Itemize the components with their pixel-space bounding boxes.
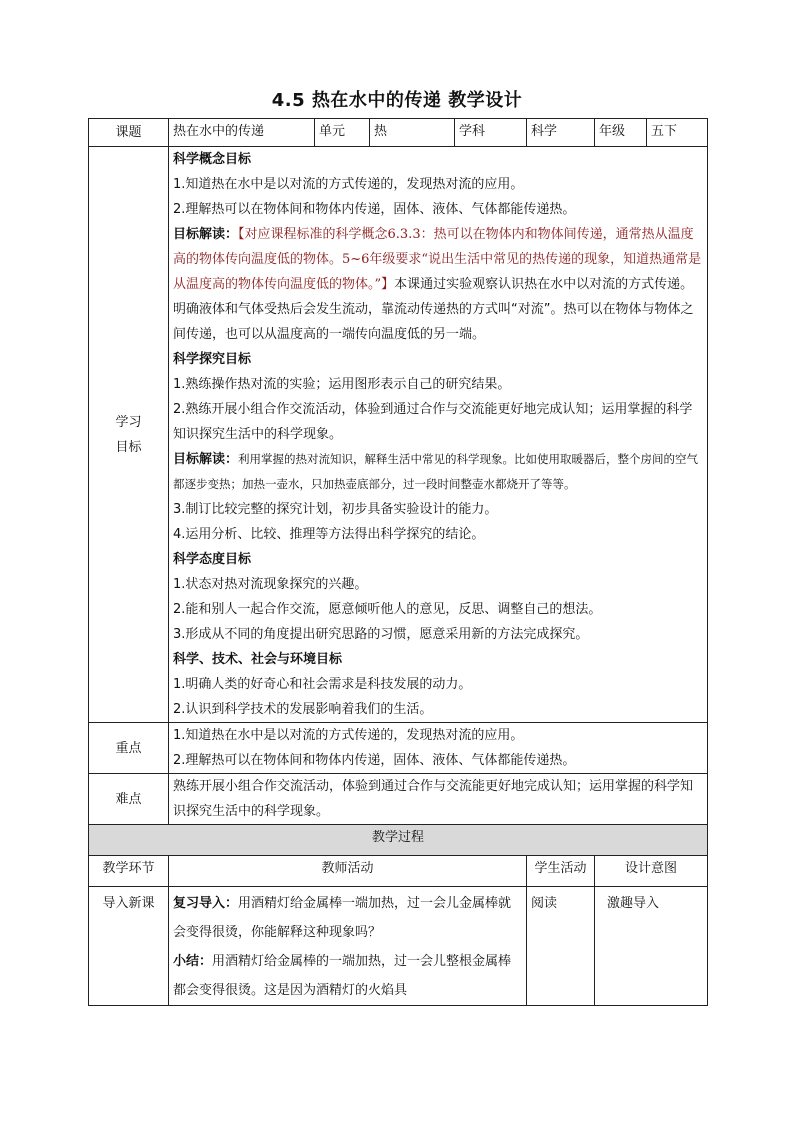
difficulties-row <box>89 774 708 825</box>
grade-value: 五下 <box>647 119 708 147</box>
subject-label: 学科 <box>455 119 527 147</box>
objectives-label <box>89 147 169 723</box>
design-intent-intro: 激趣导入 <box>595 887 708 1006</box>
inquiry-item-3: 3.制订比较完整的探究计划，初步具备实验设计的能力。 <box>173 502 498 517</box>
inquiry-interpretation <box>173 447 703 497</box>
subject-value: 科学 <box>527 119 595 147</box>
sts-heading: 科学、技术、社会与环境目标 <box>173 652 343 667</box>
difficulties-label: 难点 <box>89 774 169 825</box>
header-row <box>89 119 708 147</box>
concept-interpretation <box>173 222 703 347</box>
inquiry-interp-label: 目标解读： <box>173 452 239 467</box>
inquiry-item-2: 2.熟练开展小组合作交流活动，体验到通过合作与交流能更好地完成认知；运用掌握的科学知识探究生活中的科学现象。 <box>173 402 693 442</box>
objectives-label-line2: 目标 <box>115 439 142 455</box>
concept-interp-text: 本课通过实验观察认识热在水中以对流的方式传递。明确液体和气体受热后会发生流动，靠流动传递热的方式叫“对流”。热可以在物体与物体之间传递，也可以从温度高的一端传向温度低的另一端。 <box>173 277 694 342</box>
summary <box>173 947 522 1005</box>
objectives-content <box>169 147 708 723</box>
review-text: 用酒精灯给金属棒一端加热，过一会儿金属棒就会变得很烫，你能解释这种现象吗？ <box>173 896 512 940</box>
difficulties-content: 熟练开展小组合作交流活动，体验到通过合作与交流能更好地完成认知；运用掌握的科学知识探究生活中的科学现象。 <box>169 774 708 825</box>
objectives-row <box>89 147 708 723</box>
concept-item-2: 2.理解热可以在物体间和物体内传递，固体、液体、气体都能传递热。 <box>173 202 576 217</box>
unit-label: 单元 <box>315 119 370 147</box>
concept-item-1: 1.知道热在水中是以对流的方式传递的，发现热对流的应用。 <box>173 177 524 192</box>
grade-label: 年级 <box>595 119 647 147</box>
col-student: 学生活动 <box>527 856 595 887</box>
process-heading-row <box>89 825 708 856</box>
key-point-2: 2.理解热可以在物体间和物体内传递，固体、液体、气体都能传递热。 <box>173 753 576 768</box>
stage-intro: 导入新课 <box>89 887 169 1006</box>
page-title: 4.5 热在水中的传递 教学设计 <box>271 90 523 111</box>
summary-text: 用酒精灯给金属棒的一端加热，过一会儿整根金属棒都会变得很烫。这是因为酒精灯的火焰具 <box>173 954 512 998</box>
col-stage: 教学环节 <box>89 856 169 887</box>
inquiry-heading: 科学探究目标 <box>173 352 252 367</box>
col-intent: 设计意图 <box>595 856 708 887</box>
topic-value: 热在水中的传递 <box>169 119 315 147</box>
process-heading: 教学过程 <box>89 825 708 856</box>
key-points-row <box>89 723 708 774</box>
key-point-1: 1.知道热在水中是以对流的方式传递的，发现热对流的应用。 <box>173 728 524 743</box>
attitude-item-1: 1.状态对热对流现象探究的兴趣。 <box>173 577 368 592</box>
key-points-content <box>169 723 708 774</box>
attitude-heading: 科学态度目标 <box>173 552 252 567</box>
topic-label: 课题 <box>89 119 169 147</box>
process-row-intro <box>89 887 708 1006</box>
attitude-item-2: 2.能和别人一起合作交流，愿意倾听他人的意见，反思、调整自己的想法。 <box>173 602 602 617</box>
sts-item-2: 2.认识到科学技术的发展影响着我们的生活。 <box>173 702 433 717</box>
lesson-plan-table <box>88 118 708 1006</box>
inquiry-item-4: 4.运用分析、比较、推理等方法得出科学探究的结论。 <box>173 527 485 542</box>
student-activity-intro: 阅读 <box>527 887 595 1006</box>
concept-interp-label: 目标解读： <box>173 227 239 242</box>
teacher-activity-intro <box>169 887 527 1006</box>
review-label: 复习导入： <box>173 896 239 911</box>
attitude-item-3: 3.形成从不同的角度提出研究思路的习惯，愿意采用新的方法完成探究。 <box>173 627 589 642</box>
inquiry-interp-text: 利用掌握的热对流知识，解释生活中常见的科学现象。比如使用取暖器后，整个房间的空气都逐步变热；加热一壶水，只加热壶底部分，过一段时间整壶水都烧开了等等。 <box>173 452 699 491</box>
process-column-header-row <box>89 856 708 887</box>
concept-heading: 科学概念目标 <box>173 152 252 167</box>
objectives-label-line1: 学习 <box>115 414 142 430</box>
key-points-label: 重点 <box>89 723 169 774</box>
concept-interp-standard: 【对应课程标准的科学概念6.3.3：热可以在物体内和物体间传递，通常热从温度高的物体传向温度低的物体。5~6年级要求“说出生活中常见的热传递的现象，知道热通常是从温度高的物体传向温度低的物体。”】 <box>173 227 702 292</box>
summary-label: 小结： <box>173 954 213 969</box>
col-teacher: 教师活动 <box>169 856 527 887</box>
review-intro <box>173 889 522 947</box>
inquiry-item-1: 1.熟练操作热对流的实验；运用图形表示自己的研究结果。 <box>173 377 511 392</box>
unit-value: 热 <box>370 119 455 147</box>
sts-item-1: 1.明确人类的好奇心和社会需求是科技发展的动力。 <box>173 677 472 692</box>
